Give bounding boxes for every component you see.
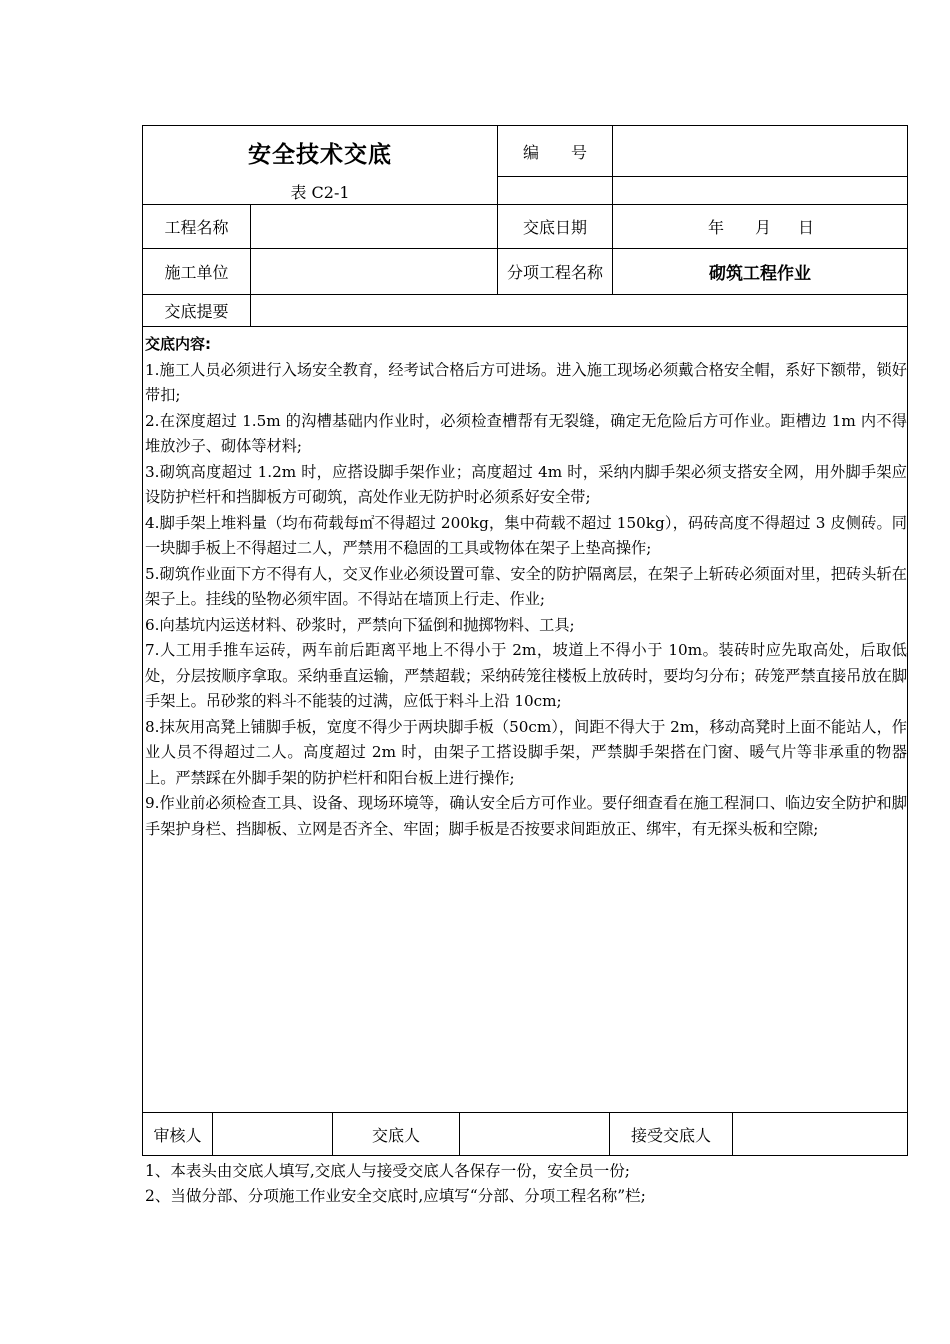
handover-content — [145, 332, 907, 842]
content-item-2: 2.在深度超过 1.5m 的沟槽基础内作业时，必须检查槽帮有无裂缝，确定无危险后方可作业。距槽边 1m 内不得堆放沙子、砌体等材料; — [145, 411, 907, 455]
summary-label: 交底提要 — [164, 302, 229, 321]
construction-unit-field[interactable] — [251, 249, 497, 294]
content-heading: 交底内容: — [145, 335, 211, 353]
summary-field[interactable] — [251, 295, 907, 326]
content-item-3: 3.砌筑高度超过 1.2m 时，应搭设脚手架作业；高度超过 4m 时，采纳内脚手架必须支搭安全网，用外脚手架应设防护栏杆和挡脚板方可砌筑，高处作业无防护时必须系好安全带; — [145, 462, 907, 506]
sub-project-label: 分项工程名称 — [506, 263, 603, 282]
document-title: 安全技术交底 — [248, 141, 392, 168]
presenter-field[interactable] — [460, 1113, 609, 1155]
footnotes — [145, 1159, 646, 1209]
project-name-label: 工程名称 — [164, 218, 229, 237]
content-item-4: 4.脚手架上堆料量（均布荷载每㎡不得超过 200kg，集中荷载不超过 150kg），码砖高度不得超过 3 皮侧砖。同一块脚手板上不得超过二人，严禁用不稳固的工具或物体在架子上垫高操作; — [145, 513, 907, 557]
date-month: 月 — [755, 218, 772, 237]
date-day: 日 — [798, 218, 815, 237]
content-item-1: 1.施工人员必须进行入场安全教育，经考试合格后方可进场。进入施工现场必须戴合格安全帽，系好下额带，锁好带扣; — [145, 360, 907, 404]
number-field[interactable] — [613, 126, 907, 176]
receiver-field[interactable] — [733, 1113, 907, 1155]
footnote-1: 1、本表头由交底人填写,交底人与接受交底人各保存一份，安全员一份; — [145, 1162, 631, 1180]
sub-project-value[interactable]: 砌筑工程作业 — [709, 264, 811, 284]
content-item-5: 5.砌筑作业面下方不得有人，交叉作业必须设置可靠、安全的防护隔离层，在架子上斩砖必须面对里，把砖头斩在架子上。挂线的坠物必须牢固。不得站在墙顶上行走、作业; — [145, 564, 907, 608]
date-year: 年 — [708, 218, 725, 237]
receiver-label: 接受交底人 — [630, 1125, 711, 1145]
number-label: 编 号 — [522, 142, 587, 162]
handover-date-label: 交底日期 — [522, 218, 587, 237]
content-item-8: 8.抹灰用高凳上铺脚手板，宽度不得少于两块脚手板（50cm），间距不得大于 2m，移动高凳时上面不能站人，作业人员不得超过二人。高度超过 2m 时，由架子工搭设脚手架，严禁脚手架搭在门窗、暖气片等非承重的物器上。严禁踩在外脚手架的防护栏杆和阳台板上进行操作; — [145, 717, 907, 787]
content-item-9: 9.作业前必须检查工具、设备、现场环境等，确认安全后方可作业。要仔细查看在施工程洞口、临边安全防护和脚手架护身栏、挡脚板、立网是否齐全、牢固；脚手板是否按要求间距放正、绑牢，有无探头板和空隙; — [145, 794, 907, 838]
presenter-label: 交底人 — [371, 1125, 420, 1145]
construction-unit-label: 施工单位 — [164, 263, 229, 282]
content-item-6: 6.向基坑内运送材料、砂浆时，严禁向下猛倒和抛掷物料、工具; — [145, 615, 575, 634]
reviewer-label: 审核人 — [153, 1125, 202, 1145]
number-field-extra[interactable] — [613, 177, 907, 204]
content-item-7: 7.人工用手推车运砖，两车前后距离平地上不得小于 2m，坡道上不得小于 10m。装砖时应先取高处，后取低处，分层按顺序拿取。采纳垂直运输，严禁超载；采纳砖笼往楼板上放砖时，要均匀分布；砖笼严禁直接吊放在脚手架上。吊砂浆的料斗不能装的过满，应低于料斗上沿 10cm; — [145, 641, 907, 710]
project-name-field[interactable] — [251, 205, 497, 248]
form-code: 表 C2-1 — [290, 182, 350, 202]
footnote-2: 2、当做分部、分项施工作业安全交底时,应填写“分部、分项工程名称”栏; — [145, 1187, 646, 1205]
reviewer-field[interactable] — [213, 1113, 332, 1155]
handover-date-field[interactable] — [613, 205, 907, 248]
